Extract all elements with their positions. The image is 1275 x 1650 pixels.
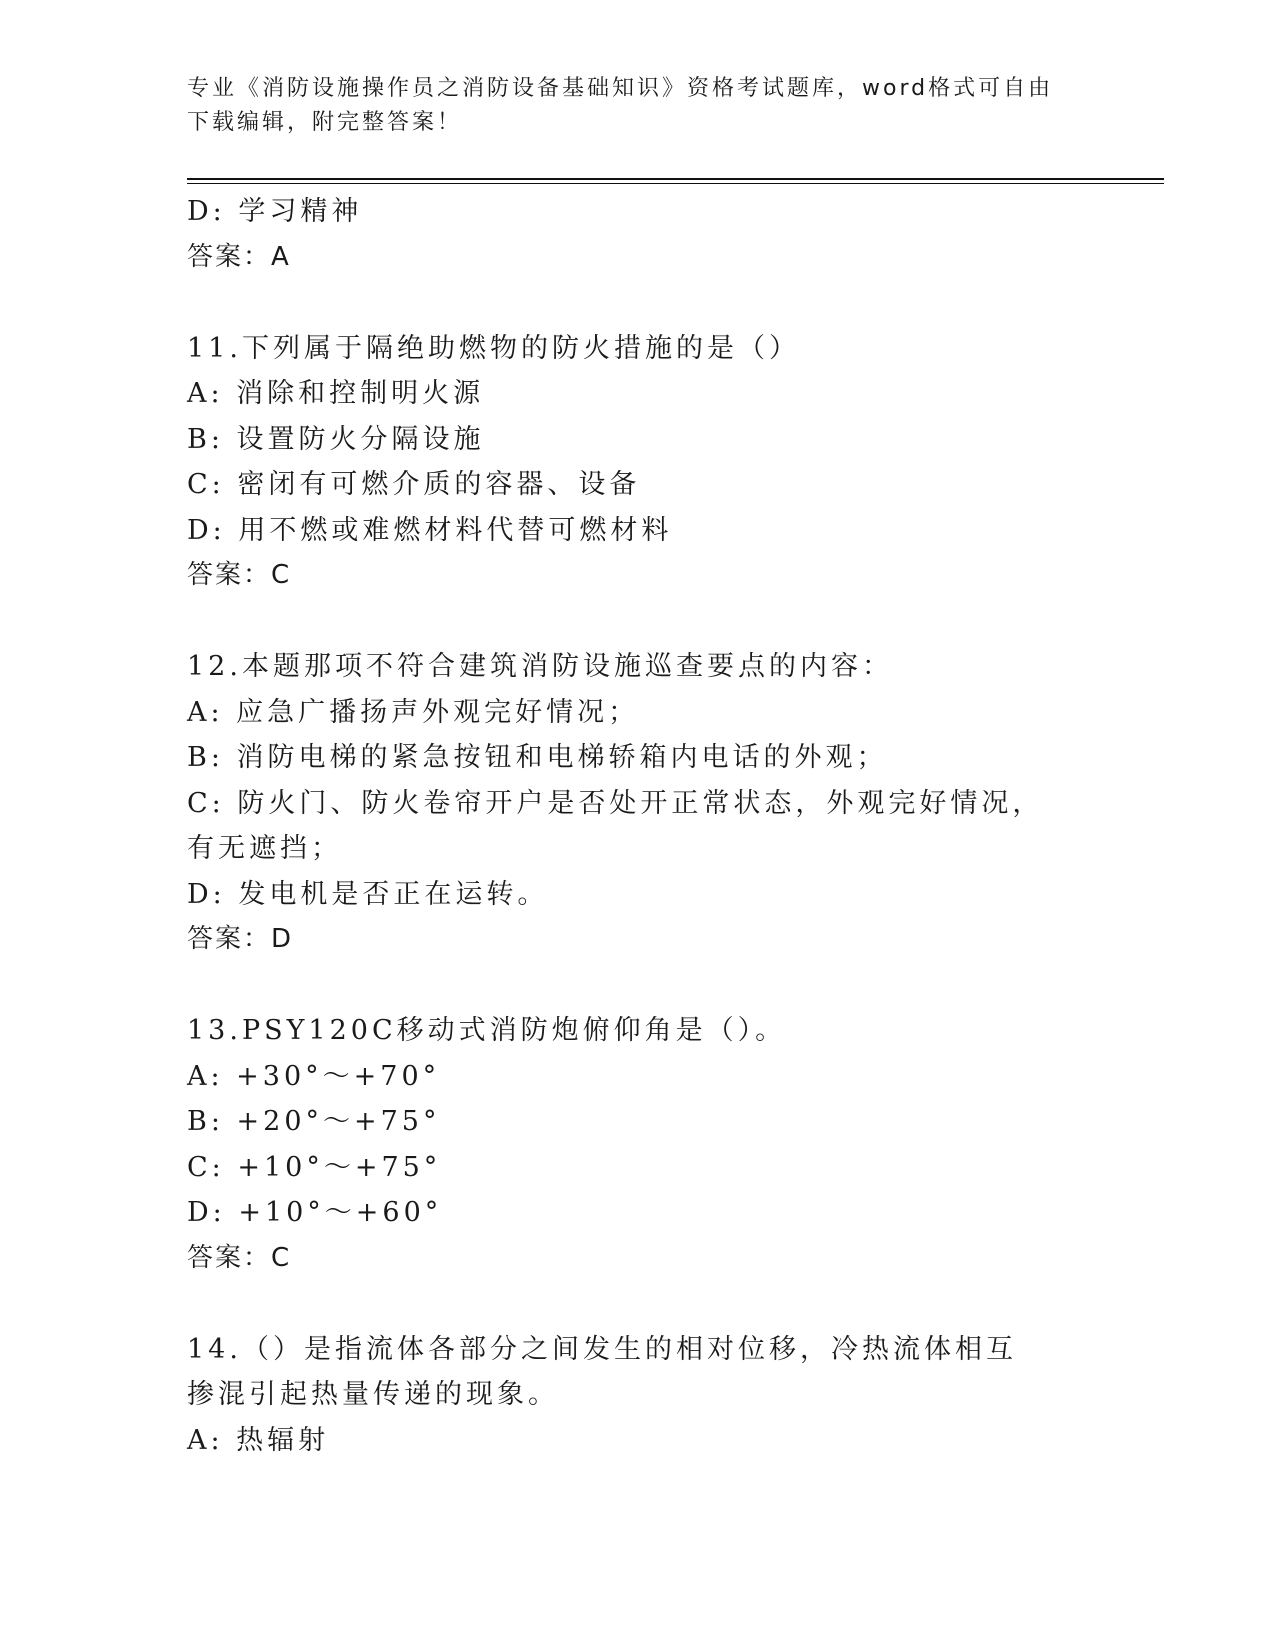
question-stem: 13.PSY120C移动式消防炮俯仰角是（）。: [187, 1015, 787, 1046]
option-d: D: +10°～+60°: [187, 1197, 443, 1228]
prev-option-d: D: 学习精神: [187, 196, 363, 227]
option-c: C: +10°～+75°: [187, 1151, 442, 1183]
option-c: C: 防火门、防火卷帘开户是否处开正常状态，外观完好情况，有无遮挡；: [187, 787, 1044, 864]
header-divider-thick: [187, 178, 1164, 180]
answer: 答案：C: [187, 560, 292, 590]
spacer: [187, 1281, 1087, 1327]
option-a: A: 热辐射: [187, 1424, 330, 1456]
question-stem: 11.下列属于隔绝助燃物的防火措施的是（）: [187, 332, 800, 364]
spacer: [187, 963, 1087, 1009]
option-a: A: +30°～+70°: [187, 1060, 441, 1092]
question-stem: 14.（）是指流体各部分之间发生的相对位移，冷热流体相互掺混引起热量传递的现象。: [187, 1333, 1017, 1410]
document-header: 专业《消防设施操作员之消防设备基础知识》资格考试题库，word格式可自由下载编辑，附完整答案！: [187, 76, 1054, 135]
option-a: A: 应急广播扬声外观完好情况；: [187, 696, 640, 728]
option-c: C: 密闭有可燃介质的容器、设备: [187, 469, 641, 500]
option-b: B: 设置防火分隔设施: [187, 423, 485, 455]
spacer: [187, 280, 1087, 326]
spacer: [187, 599, 1087, 645]
question-content: [187, 189, 1087, 1463]
header-divider-thin: [187, 183, 1164, 184]
option-b: B: +20°～+75°: [187, 1106, 441, 1137]
option-d: D: 发电机是否正在运转。: [187, 878, 549, 910]
option-d: D: 用不燃或难燃材料代替可燃材料: [187, 514, 673, 546]
answer: 答案：C: [187, 1242, 292, 1273]
answer: 答案：D: [187, 924, 294, 954]
option-a: A: 消除和控制明火源: [187, 378, 485, 409]
prev-answer: 答案：A: [187, 241, 291, 272]
question-stem: 12.本题那项不符合建筑消防设施巡查要点的内容：: [187, 651, 893, 682]
option-b: B: 消防电梯的紧急按钮和电梯轿箱内电话的外观；: [187, 742, 888, 773]
